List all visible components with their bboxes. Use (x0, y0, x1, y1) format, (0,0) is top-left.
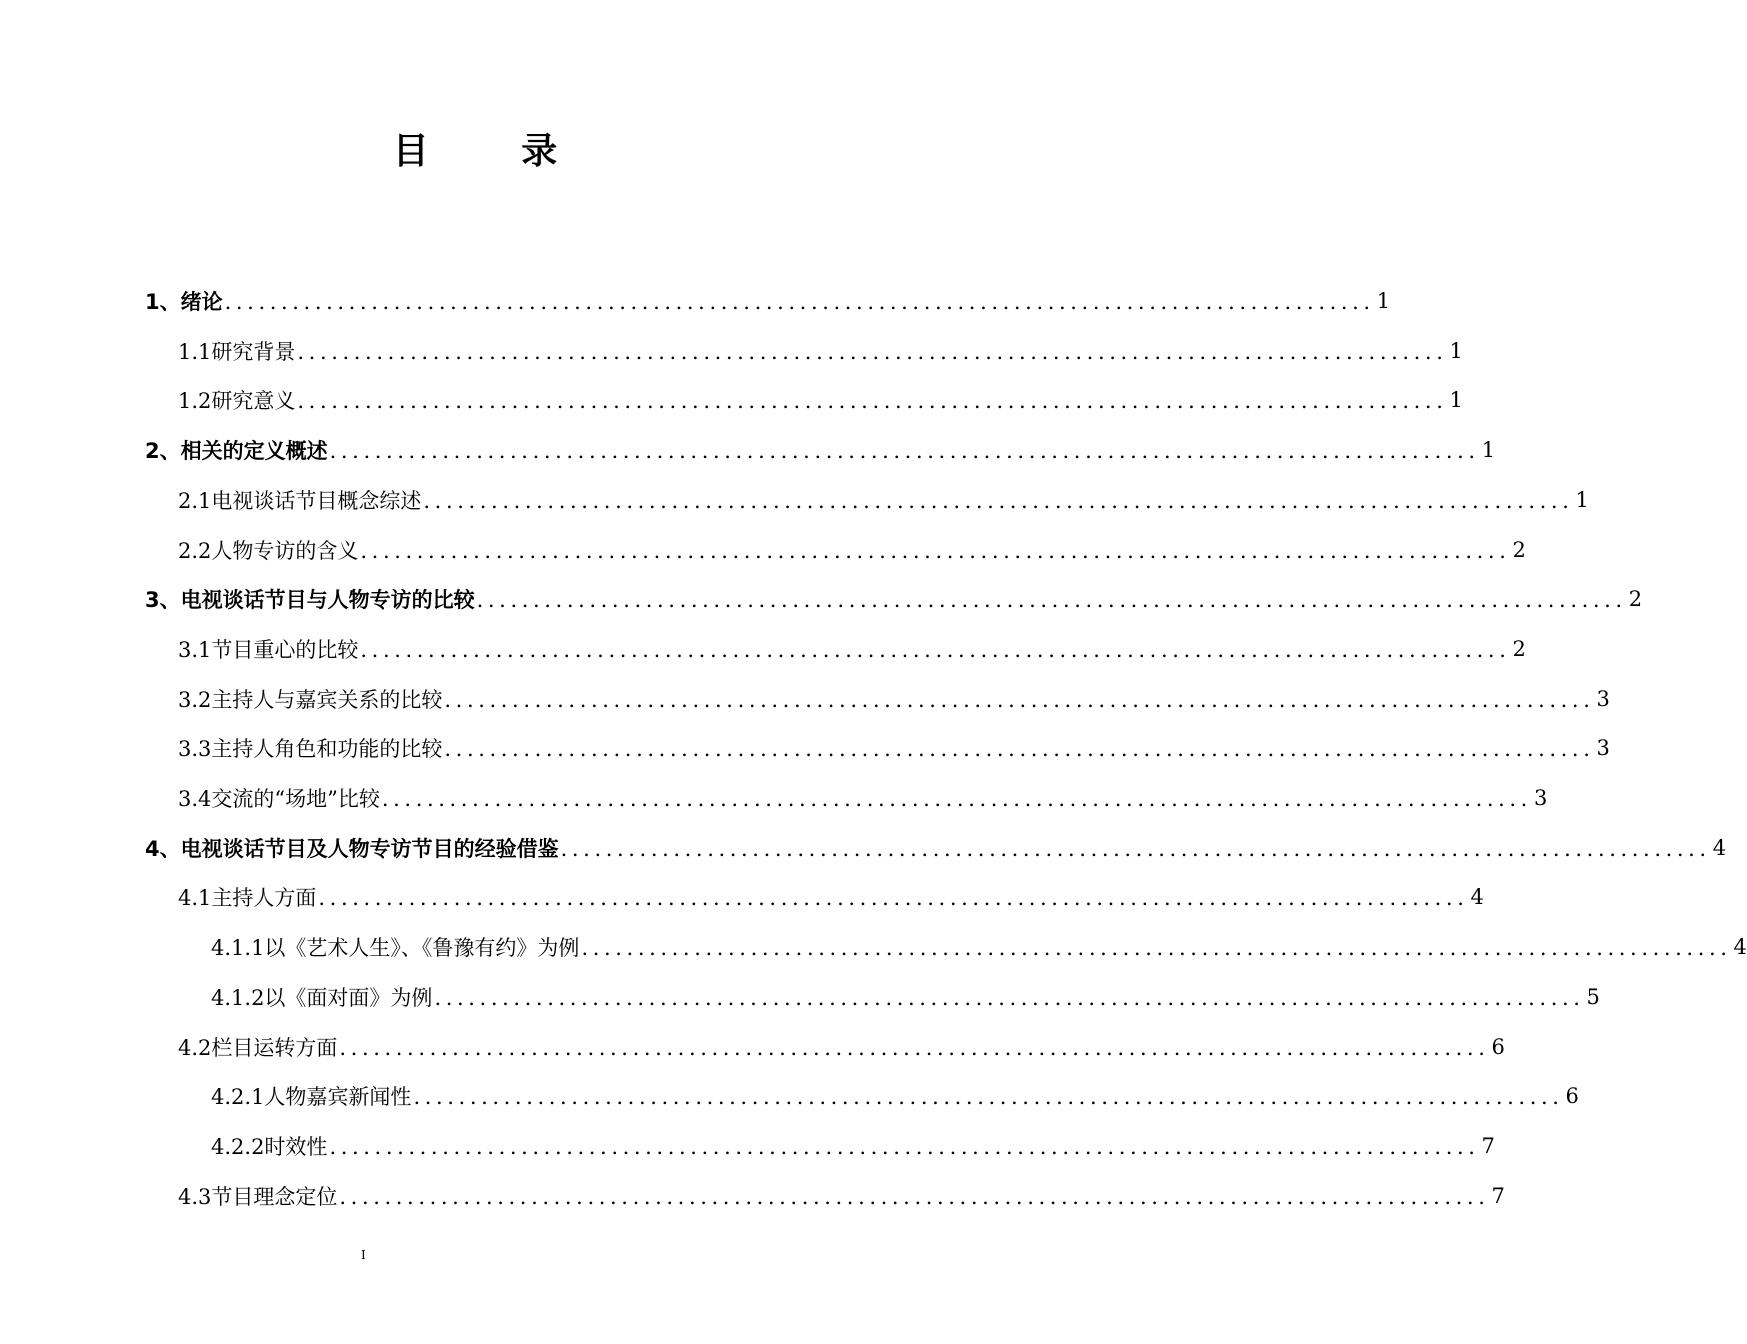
toc-dot-leader: ...................................................................................................... (444, 737, 1595, 762)
toc-page-number: 7 (1491, 1183, 1505, 1208)
toc-entry-label: 3.1节目重心的比较 (178, 637, 359, 662)
toc-entry[interactable] (211, 1121, 1495, 1171)
toc-page-number: 1 (1376, 289, 1391, 313)
toc-entry[interactable] (178, 624, 1526, 674)
toc-dot-leader: ...................................................................................................... (318, 886, 1469, 911)
toc-page-number: 3 (1596, 686, 1610, 711)
toc-entry[interactable] (178, 1171, 1505, 1221)
toc-entry[interactable] (178, 872, 1484, 922)
toc-entry[interactable] (145, 574, 1643, 624)
toc-dot-leader: ...................................................................................................... (224, 290, 1375, 314)
toc-dot-leader: ...................................................................................................... (476, 588, 1627, 613)
toc-page-number: 4 (1470, 885, 1484, 910)
toc-dot-leader: ...................................................................................................... (329, 439, 1480, 464)
toc-page-number: 4 (1712, 835, 1727, 860)
toc-entry-label: 2.2人物专访的含义 (178, 538, 359, 563)
toc-dot-leader: ...................................................................................................... (413, 1085, 1564, 1110)
toc-page-number: 2 (1512, 636, 1526, 661)
toc-entry-label: 2.1电视谈话节目概念综述 (178, 488, 422, 513)
toc-entry-label: 2、相关的定义概述 (145, 439, 328, 464)
toc-dot-leader: ...................................................................................................... (297, 339, 1448, 364)
toc-entry-label: 4、电视谈话节目及人物专访节目的经验借鉴 (145, 836, 559, 861)
page-title: 目 录 (392, 131, 598, 172)
toc-entry-label: 4.1.2以《面对面》为例 (211, 985, 433, 1010)
toc-entry[interactable] (145, 823, 1727, 873)
toc-entry-label: 4.1主持人方面 (178, 886, 317, 911)
toc-page-number: 2 (1512, 537, 1526, 562)
toc-page-number: 7 (1481, 1133, 1495, 1158)
toc-dot-leader: ...................................................................................................... (297, 389, 1448, 414)
toc-page-number: 2 (1628, 587, 1643, 612)
toc-entry[interactable] (211, 1071, 1579, 1121)
toc-page-number: 6 (1565, 1084, 1579, 1109)
toc-page-number: 1 (1449, 338, 1463, 363)
toc-entry-label: 4.3节目理念定位 (178, 1184, 338, 1209)
toc-page-number: 3 (1533, 786, 1548, 810)
toc-dot-leader: ...................................................................................................... (444, 687, 1595, 712)
toc-entry[interactable] (178, 375, 1463, 425)
toc-dot-leader: ...................................................................................................... (339, 1184, 1490, 1209)
toc-page-number: 6 (1491, 1034, 1505, 1059)
toc-entry[interactable] (178, 475, 1589, 525)
toc-dot-leader: ...................................................................................................... (381, 787, 1532, 811)
toc-dot-leader: ...................................................................................................... (423, 488, 1574, 513)
toc-entry-label: 4.1.1以《艺术人生》、《鲁豫有约》为例 (211, 936, 580, 961)
toc-entry[interactable] (178, 525, 1526, 575)
toc-entry-label: 1.1研究背景 (178, 339, 296, 364)
toc-entry-label: 1.2研究意义 (178, 389, 296, 414)
toc-entry-label: 1、绪论 (145, 290, 223, 314)
toc-entry[interactable] (178, 326, 1463, 376)
toc-dot-leader: ...................................................................................................... (329, 1134, 1480, 1159)
toc-dot-leader: ...................................................................................................... (581, 936, 1732, 961)
toc-entry-label: 3、电视谈话节目与人物专访的比较 (145, 588, 475, 613)
toc-entry[interactable] (211, 922, 1747, 972)
toc-page-number: 4 (1733, 935, 1747, 960)
toc-page-number: 5 (1586, 984, 1600, 1009)
toc-entry[interactable] (145, 276, 1391, 326)
toc-entry[interactable] (211, 972, 1600, 1022)
toc-entry-label: 3.4交流的“场地”比较 (178, 787, 380, 811)
toc-dot-leader: ...................................................................................................... (360, 637, 1511, 662)
toc-entry[interactable] (178, 1022, 1505, 1072)
toc-dot-leader: ...................................................................................................... (360, 538, 1511, 563)
toc-entry-label: 4.2.2时效性 (211, 1134, 328, 1159)
toc-page-number: 1 (1481, 438, 1496, 463)
toc-entry-label: 3.3主持人角色和功能的比较 (178, 737, 443, 762)
toc-entry[interactable] (145, 425, 1496, 475)
toc-page-number: 3 (1596, 736, 1610, 761)
toc-entry[interactable] (178, 723, 1610, 773)
toc-entry-label: 4.2.1人物嘉宾新闻性 (211, 1085, 412, 1110)
toc-dot-leader: ...................................................................................................... (339, 1035, 1490, 1060)
toc-entry[interactable] (178, 773, 1548, 823)
page-footer-mark: I (361, 1248, 366, 1262)
toc-page-number: 1 (1449, 388, 1463, 413)
toc-dot-leader: ...................................................................................................... (434, 985, 1585, 1010)
toc-page-number: 1 (1575, 487, 1589, 512)
toc-entry-label: 4.2栏目运转方面 (178, 1035, 338, 1060)
toc-dot-leader: ...................................................................................................... (560, 836, 1711, 861)
toc-entry-label: 3.2主持人与嘉宾关系的比较 (178, 687, 443, 712)
toc-entry[interactable] (178, 674, 1610, 724)
